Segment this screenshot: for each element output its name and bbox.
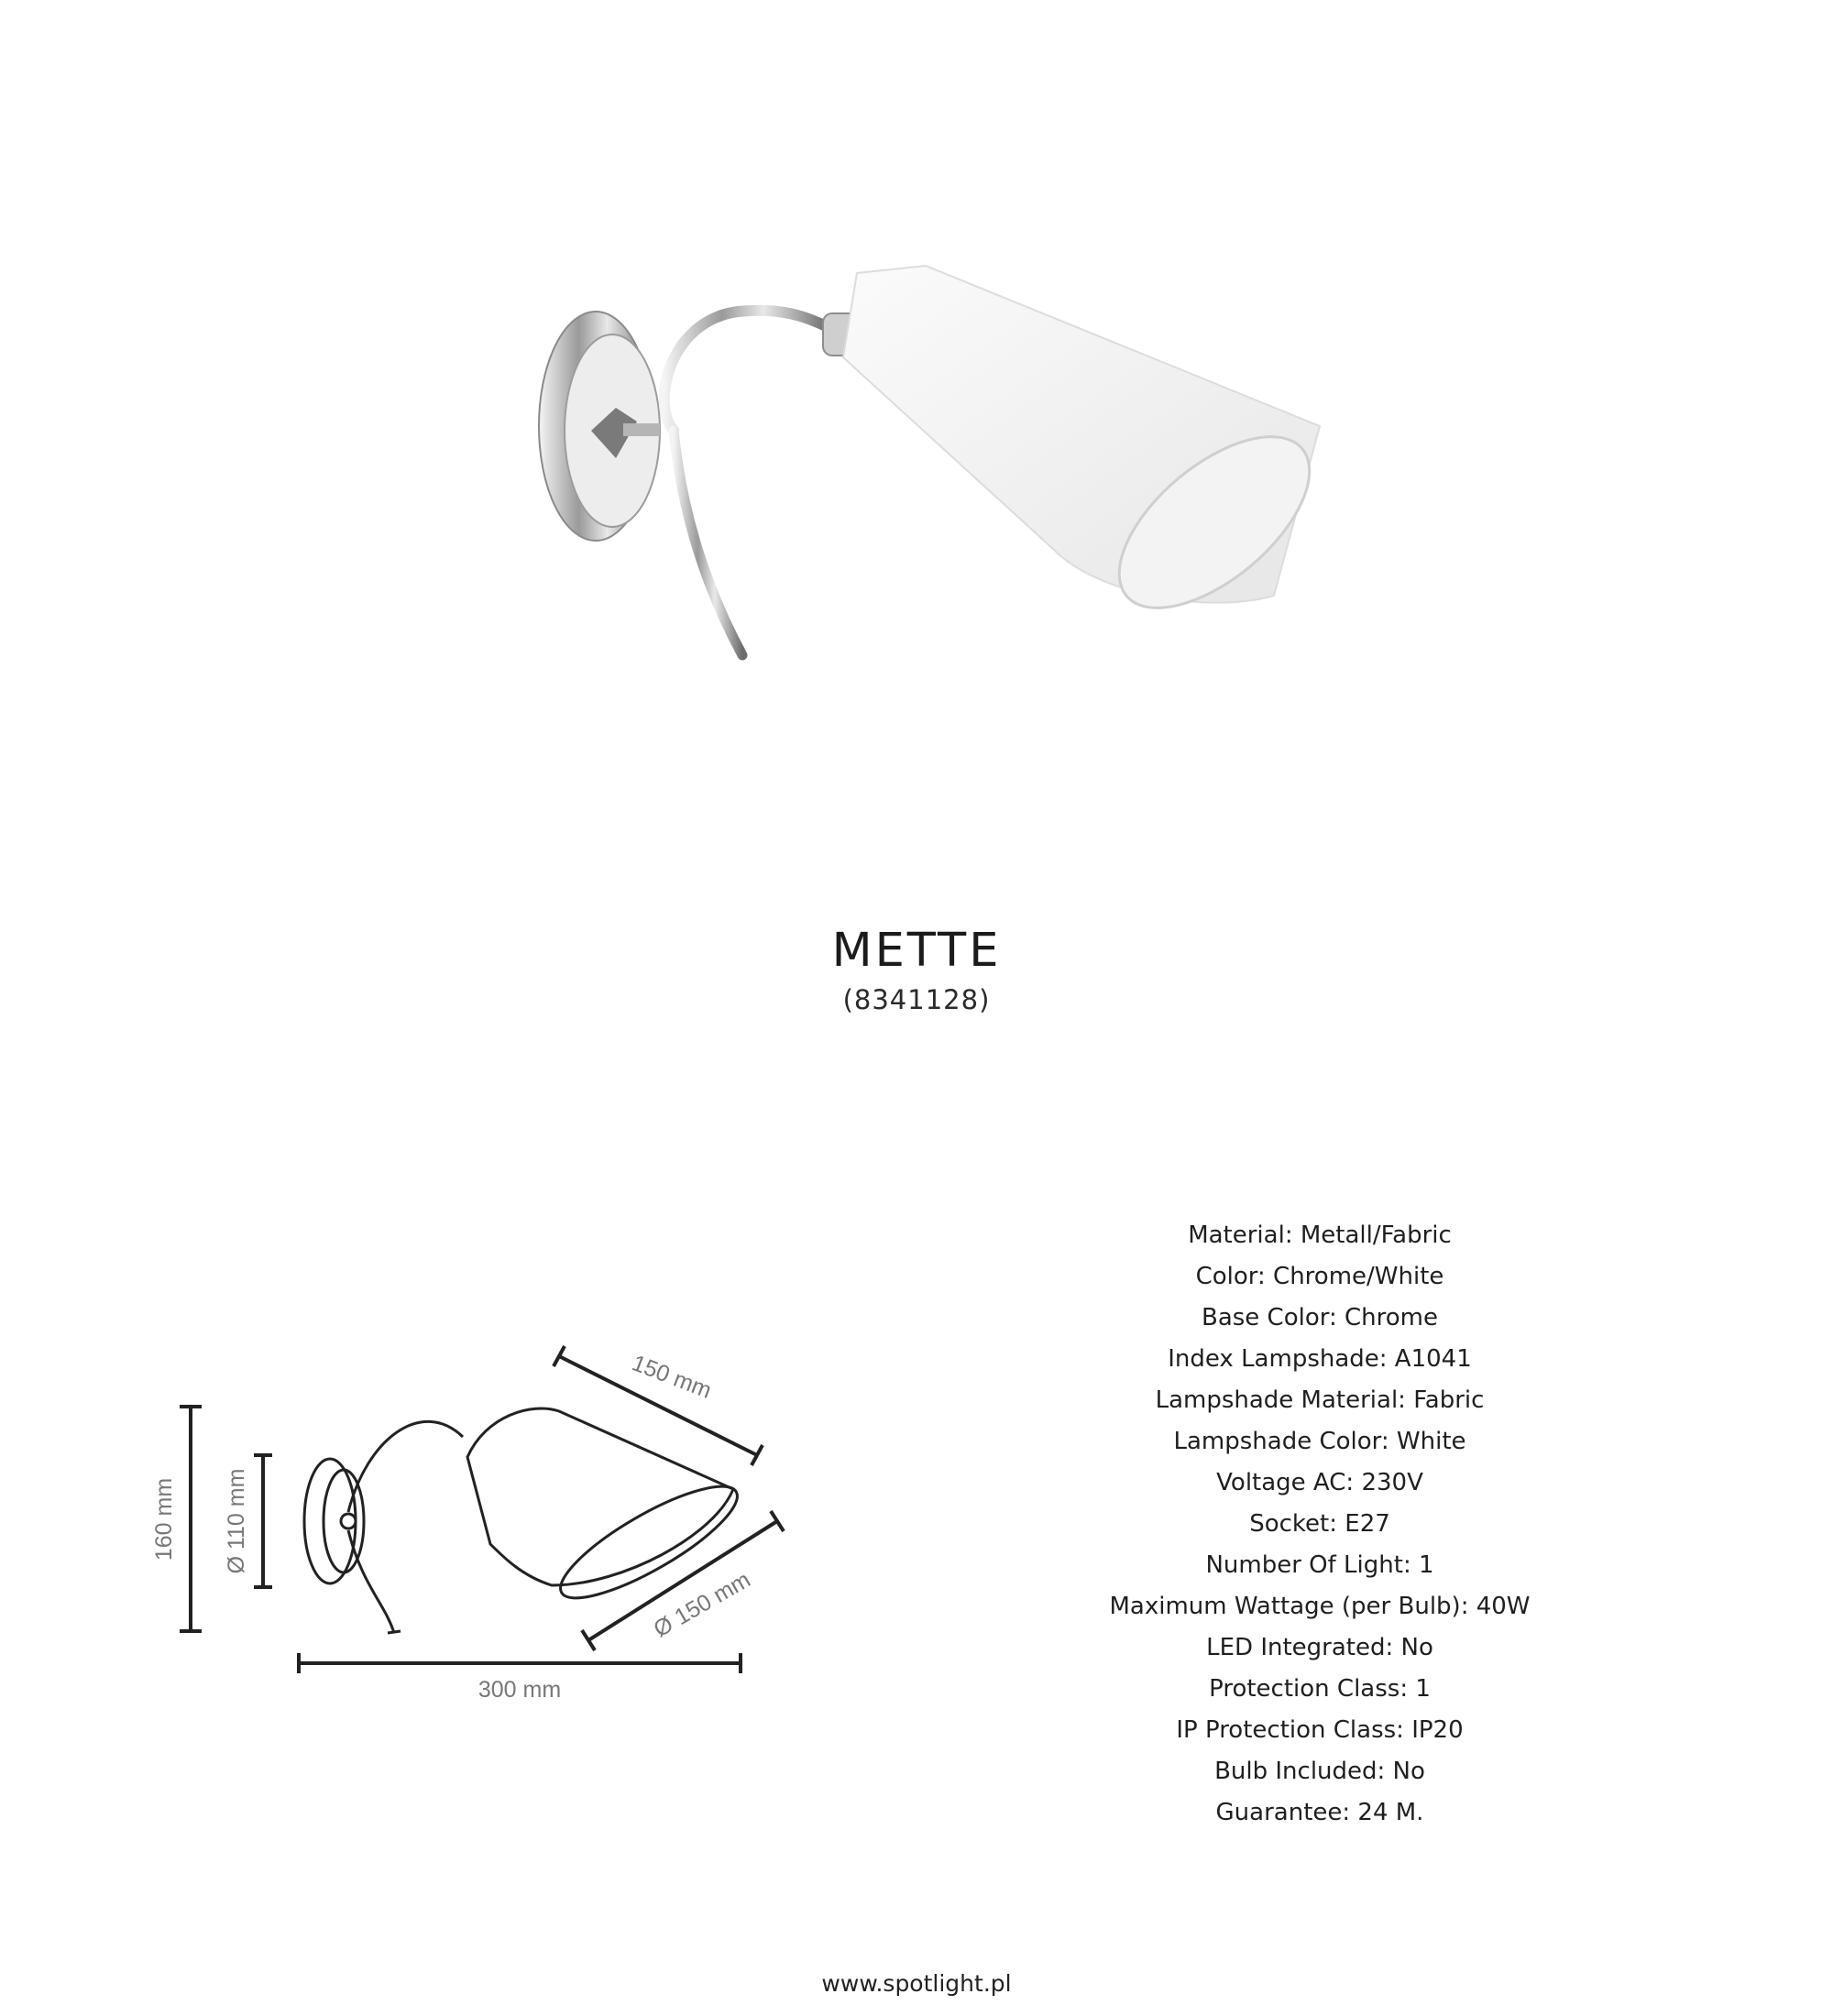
shade-diameter-label: Ø 150 mm	[649, 1566, 755, 1643]
spec-guarantee: Guarantee: 24 M.	[1215, 1799, 1424, 1826]
spec-list	[990, 1215, 1650, 1834]
spec-number-of-light: Number Of Light: 1	[1205, 1551, 1434, 1579]
base-diameter-label: Ø 110 mm	[224, 1468, 249, 1574]
width-dimension	[299, 1653, 741, 1673]
product-title: METTE	[831, 924, 1002, 978]
spec-material: Material: Metall/Fabric	[1188, 1222, 1452, 1249]
spec-socket: Socket: E27	[1249, 1510, 1390, 1538]
lamp-outline	[304, 1408, 750, 1633]
spec-protection-class: Protection Class: 1	[1209, 1675, 1431, 1703]
spec-lampshade-color: Lampshade Color: White	[1173, 1428, 1466, 1455]
product-photo	[513, 247, 1338, 678]
height-dimension	[180, 1407, 202, 1631]
height-label: 160 mm	[151, 1477, 177, 1561]
spec-bulb-included: Bulb Included: No	[1214, 1758, 1425, 1785]
spec-base-color: Base Color: Chrome	[1201, 1304, 1438, 1331]
shade-length-label: 150 mm	[628, 1350, 716, 1404]
spec-voltage: Voltage AC: 230V	[1216, 1469, 1423, 1496]
spec-lampshade-material: Lampshade Material: Fabric	[1155, 1386, 1485, 1414]
chrome-arm-tail	[674, 431, 742, 655]
spec-index-lampshade: Index Lampshade: A1041	[1168, 1345, 1472, 1373]
spec-led-integrated: LED Integrated: No	[1206, 1634, 1433, 1661]
dimension-drawing	[128, 1338, 825, 1723]
spec-max-wattage: Maximum Wattage (per Bulb): 40W	[1109, 1593, 1531, 1620]
width-label: 300 mm	[477, 1677, 562, 1703]
spec-color: Color: Chrome/White	[1195, 1263, 1444, 1290]
spec-ip-class: IP Protection Class: IP20	[1176, 1716, 1464, 1744]
product-code: (8341128)	[842, 984, 991, 1015]
base-diameter-dimension	[254, 1455, 272, 1587]
chrome-arm	[664, 311, 829, 431]
wall-base	[539, 312, 660, 541]
website-link[interactable]: www.spotlight.pl	[821, 1970, 1012, 1997]
